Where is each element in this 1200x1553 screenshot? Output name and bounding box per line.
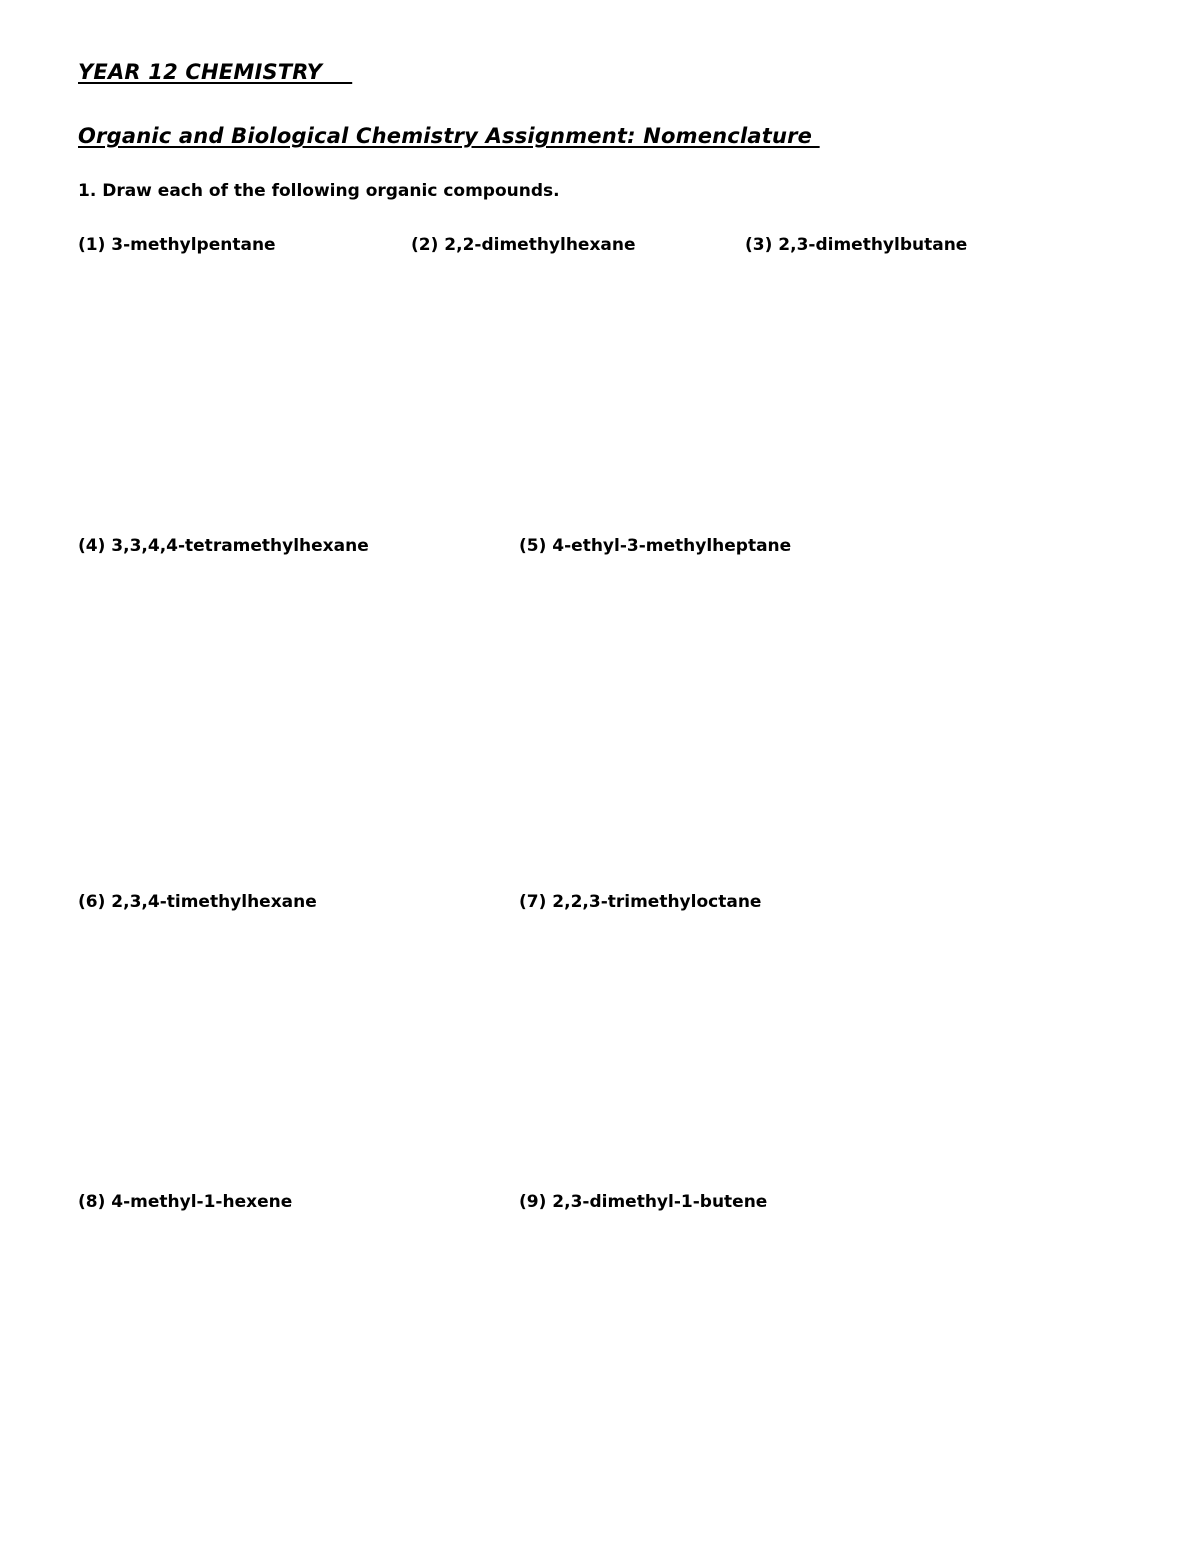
assignment-title: Organic and Biological Chemistry Assignment: Nomenclature bbox=[78, 124, 820, 148]
compound-item-4: (4) 3,3,4,4-tetramethylhexane bbox=[78, 536, 369, 556]
compound-item-5: (5) 4-ethyl-3-methylheptane bbox=[519, 536, 792, 556]
course-heading: YEAR 12 CHEMISTRY bbox=[78, 60, 353, 84]
compound-item-7: (7) 2,2,3-trimethyloctane bbox=[519, 892, 762, 912]
compound-item-3: (3) 2,3-dimethylbutane bbox=[745, 235, 968, 255]
compound-item-1: (1) 3-methylpentane bbox=[78, 235, 276, 255]
compound-item-2: (2) 2,2-dimethylhexane bbox=[411, 235, 636, 255]
compound-item-8: (8) 4-methyl-1-hexene bbox=[78, 1192, 293, 1212]
compound-item-6: (6) 2,3,4-timethylhexane bbox=[78, 892, 317, 912]
compound-item-9: (9) 2,3-dimethyl-1-butene bbox=[519, 1192, 768, 1212]
question-instruction: 1. Draw each of the following organic compounds. bbox=[78, 181, 560, 201]
